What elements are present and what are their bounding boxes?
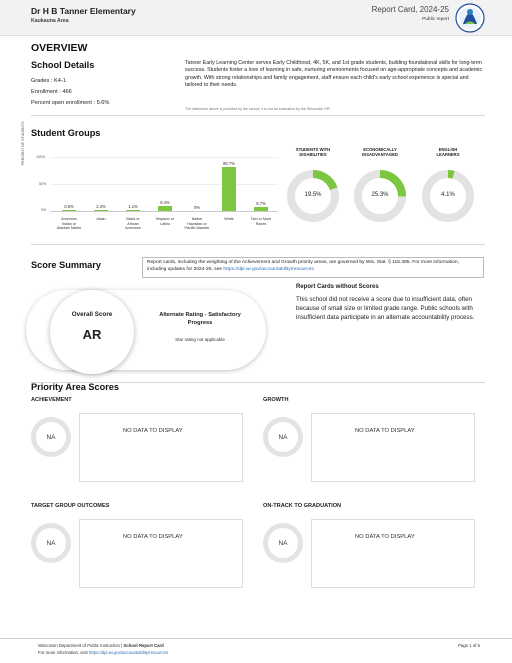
growth-score: NA xyxy=(278,434,288,441)
enrollment-label: Enrollment : xyxy=(31,89,61,95)
dpi-logo-icon xyxy=(455,3,485,33)
y-tick-100: 100% xyxy=(36,155,46,159)
donut-title: ENGLISH LEARNERS xyxy=(436,147,460,158)
open-enrollment-label: Percent open enrollment : xyxy=(31,100,96,106)
grades-value: K4-1 xyxy=(54,78,66,84)
bar-category-label: Asian xyxy=(96,217,106,221)
footer-org xyxy=(38,643,164,648)
achievement-no-data: NO DATA TO DISPLAY xyxy=(123,428,183,434)
growth-data-box xyxy=(311,413,475,482)
bar-value-label: 0.6% xyxy=(64,204,74,210)
overall-score-value: AR xyxy=(82,327,102,342)
no-scores-heading: Report Cards without Scores xyxy=(296,284,379,290)
donut-title: STUDENTS WITH DISABILITIES xyxy=(295,147,331,158)
statement-disclaimer: The statement above is provided by the school; it is not an evaluation by the Wisconsin DPI xyxy=(185,107,331,111)
note-link[interactable]: https://dpi.wi.gov/accountability/resources. xyxy=(223,266,316,272)
bar-value-label: 6.7% xyxy=(256,201,266,207)
y-tick-50: 50% xyxy=(39,182,47,186)
on-track-title: ON-TRACK TO GRADUATION xyxy=(263,503,342,509)
target-group-score: NA xyxy=(46,540,56,547)
bar-1 xyxy=(62,210,76,211)
y-tick-0: 0% xyxy=(41,208,47,212)
open-enrollment-value: 5.6% xyxy=(96,100,110,106)
score-summary-heading: Score Summary xyxy=(31,260,101,270)
y-axis-label: PERCENT OF STUDENTS xyxy=(21,121,25,165)
enrollment-row xyxy=(31,89,72,95)
footer-more-info-text: For more information, visit xyxy=(38,650,89,655)
report-title: Report Card, 2024-25 xyxy=(371,5,449,14)
bar-category-label: Black or African American xyxy=(125,217,141,231)
student-groups-heading: Student Groups xyxy=(31,128,101,138)
divider xyxy=(31,244,485,245)
grades-row xyxy=(31,78,66,84)
donut-value: 19.5% xyxy=(304,192,322,198)
district-name: Kaukauna Area xyxy=(31,18,69,24)
achievement-score: NA xyxy=(46,434,56,441)
footer-more-info xyxy=(38,650,168,655)
bar-6 xyxy=(222,167,236,211)
on-track-score: NA xyxy=(278,540,288,547)
donut-title: ECONOMICALLY DISADVANTAGED xyxy=(362,147,398,158)
accountability-note xyxy=(142,257,484,278)
growth-title: GROWTH xyxy=(263,397,289,403)
growth-no-data: NO DATA TO DISPLAY xyxy=(355,428,415,434)
grades-label: Grades : xyxy=(31,78,53,84)
overview-heading: OVERVIEW xyxy=(31,42,88,54)
bar-value-label: 1.1% xyxy=(128,204,138,210)
bar-value-label: 8.4% xyxy=(160,200,170,206)
page-number: Page 1 of 6 xyxy=(458,643,480,648)
bar-value-label: 2.4% xyxy=(96,203,106,209)
bar-value-label: 80.7% xyxy=(223,161,235,167)
target-group-no-data: NO DATA TO DISPLAY xyxy=(123,534,183,540)
bar-value-label: 0% xyxy=(193,205,201,210)
alternate-rating: Alternate Rating - Satisfactory Progress xyxy=(159,312,241,326)
footer-org-text: Wisconsin Department of Public Instruction | xyxy=(38,643,124,648)
divider xyxy=(31,115,485,116)
priority-areas-heading: Priority Area Scores xyxy=(31,382,120,392)
x-axis-baseline xyxy=(50,211,278,212)
gridline-50 xyxy=(50,184,278,185)
footer-doc-name: School Report Card xyxy=(123,643,164,648)
bar-4 xyxy=(158,206,172,211)
bar-category-label: American Indian or Alaskan Native xyxy=(56,217,82,231)
target-group-data-box xyxy=(79,519,243,588)
target-group-title: TARGET GROUP OUTCOMES xyxy=(31,503,110,509)
donut-value: 25.3% xyxy=(371,192,389,198)
no-scores-body: This school did not receive a score due to insufficient data, often because of small size or limited grade range. Public schools with insufficient data participate in an alternate accountability process. xyxy=(296,296,475,321)
school-name: Dr H B Tanner Elementary xyxy=(31,6,136,16)
bar-category-label: Two or More Races xyxy=(250,217,272,226)
overall-score-label: Overall Score xyxy=(71,311,113,318)
enrollment-value: 466 xyxy=(62,89,72,95)
bar-category-label: White xyxy=(224,217,234,221)
bar-category-label: Native Hawaiian or Pacific Islander xyxy=(184,217,210,231)
on-track-data-box xyxy=(311,519,475,588)
bar-3 xyxy=(126,210,140,211)
star-rating-text: Star rating not applicable xyxy=(175,337,225,342)
school-details-heading: School Details xyxy=(31,60,95,70)
note-text: Report cards, including the weighting of the Achievement and Growth priority areas, are governed by Wis. Stat. § 115.385. For more information, including updates for 2024-25, see xyxy=(147,260,459,272)
achievement-title: ACHIEVEMENT xyxy=(31,397,72,403)
school-description: Tanner Early Learning Center serves Early Childhood, 4K, 5K, and 1st grade students, building foundational skills for long-term success. Students foster a love of learning in safe, nurturing environments focused on age-appropriate concepts and academic growth. With strong relationships and family engagement, staff ensure each child's early school experience is special and tailored to their needs. xyxy=(185,60,483,89)
achievement-data-box xyxy=(79,413,243,482)
footer-link[interactable]: https://dpi.wi.gov/accountability/resources xyxy=(88,650,169,655)
bar-category-label: Hispanic or Latino xyxy=(155,217,175,226)
report-type: Public report xyxy=(422,17,449,22)
donut-value: 4.1% xyxy=(441,192,455,198)
bar-7 xyxy=(254,207,268,211)
bar-2 xyxy=(94,210,108,211)
on-track-no-data: NO DATA TO DISPLAY xyxy=(355,534,415,540)
open-enrollment-row xyxy=(31,100,109,106)
gridline-100 xyxy=(50,157,278,158)
